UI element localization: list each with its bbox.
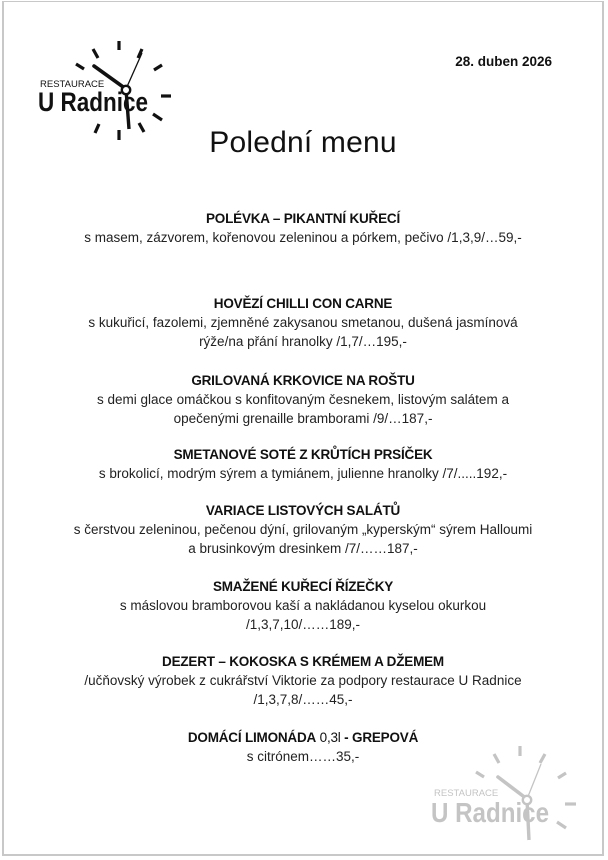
menu-item-soup — [44, 209, 562, 247]
menu-item-description: rýže/na přání hranolky /1,7/…195,- — [199, 334, 407, 349]
menu-item-chilli — [44, 294, 562, 351]
menu-item-name-main: DOMÁCÍ LIMONÁDA — [187, 730, 317, 745]
menu-item-name: POLÉVKA – PIKANTNÍ KUŘECÍ — [205, 211, 401, 226]
menu-item-description: opečenými grenaille bramborami /9/…187,- — [173, 411, 433, 426]
menu-item-description: s demi glace omáčkou s konfitovaným česnekem, listovým salátem a — [97, 392, 509, 407]
watermark-logo — [428, 742, 578, 852]
menu-item-name: VARIACE LISTOVÝCH SALÁTŮ — [205, 503, 401, 518]
watermark-big-text: U Radnice — [431, 797, 549, 828]
menu-item-salad — [44, 501, 562, 558]
menu-date: 28. duben 2026 — [455, 54, 552, 69]
menu-item-name-suffix: - GREPOVÁ — [344, 730, 419, 745]
menu-item-description: a brusinkovým dresinkem /7/……187,- — [188, 541, 418, 556]
menu-item-name: DEZERT – KOKOSKA S KRÉMEM A DŽEMEM — [162, 654, 444, 669]
logo-big-text: U Radnice — [38, 87, 148, 117]
menu-item-description: s citrónem……35,- — [246, 749, 360, 764]
menu-item-name: SMAŽENÉ KUŘECÍ ŘÍZEČKY — [212, 579, 394, 594]
menu-item-name: GRILOVANÁ KRKOVICE NA ROŠTU — [191, 373, 415, 388]
menu-item-dessert — [44, 652, 562, 709]
menu-item-description: /1,3,7,10/……189,- — [245, 617, 361, 632]
menu-item-krkovice — [44, 371, 562, 428]
clock-icon — [428, 742, 578, 852]
watermark-small-text: RESTAURACE — [434, 788, 499, 799]
menu-item-name: HOVĚZÍ CHILLI CON CARNE — [213, 296, 393, 311]
menu-item-volume: 0,3l — [316, 730, 345, 745]
menu-page — [2, 1, 604, 856]
menu-item-sote — [44, 445, 562, 483]
menu-item-description: s čerstvou zeleninou, pečenou dýní, grilovaným „kyperským“ sýrem Halloumi — [73, 522, 533, 537]
menu-item-name: SMETANOVÉ SOTÉ Z KRŮTÍCH PRSÍČEK — [173, 447, 433, 462]
menu-item-description: s brokolicí, modrým sýrem a tymiánem, julienne hranolky /7/.....192,- — [98, 466, 508, 481]
menu-item-description: s máslovou bramborovou kaší a nakládanou kyselou okurkou — [119, 598, 487, 613]
menu-item-description: /1,3,7,8/……45,- — [253, 692, 353, 707]
menu-item-description: s masem, zázvorem, kořenovou zeleninou a pórkem, pečivo /1,3,9/…59,- — [84, 230, 522, 245]
page-title: Polední menu — [209, 126, 397, 159]
menu-item-description: s kukuřicí, fazolemi, zjemněné zakysanou smetanou, dušená jasmínová — [88, 315, 518, 330]
logo-small-text: RESTAURACE — [40, 79, 105, 90]
menu-item-description: /učňovský výrobek z cukrářství Viktorie za podpory restaurace U Radnice — [84, 673, 522, 688]
menu-item-schnitzel — [44, 577, 562, 634]
